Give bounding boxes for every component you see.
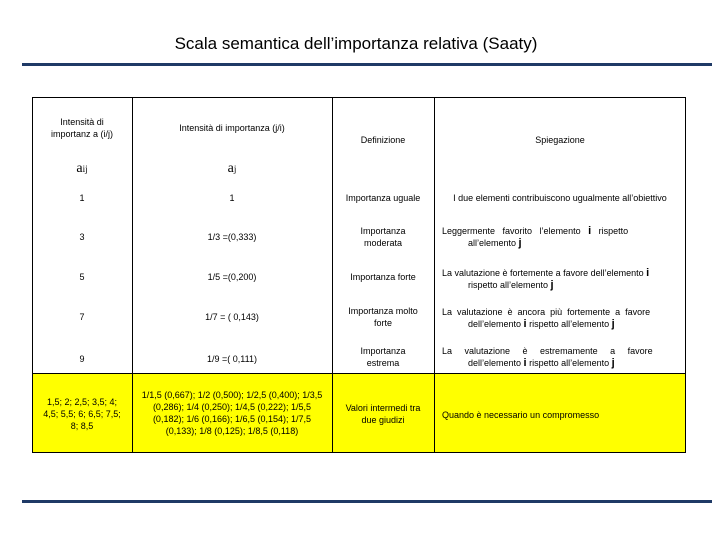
- saaty-scale-table: [32, 97, 686, 453]
- symbol-aij-base: a: [76, 161, 83, 176]
- table-row-1-definition: Importanza uguale: [345, 193, 421, 203]
- explanation-symbol-j: j: [550, 279, 554, 291]
- explanation-symbol-j: j: [518, 237, 522, 249]
- explanation-text: La valutazione è estremamente a favore: [442, 346, 653, 356]
- symbol-aj: [132, 157, 332, 181]
- symbol-aij-sub: ij: [82, 164, 88, 174]
- explanation-text: La valutazione è fortemente a favore dell’elemento: [442, 268, 647, 278]
- header-explanation: Spiegazione: [535, 135, 585, 145]
- explanation-symbol-j: j: [611, 318, 615, 330]
- explanation-text: all’elemento: [468, 238, 519, 248]
- explanation-text: rispetto all’elemento: [468, 280, 551, 290]
- table-row-5-definition: Importanza estrema: [360, 346, 406, 368]
- table-row-1-ji: 1: [229, 193, 235, 203]
- table-row-4-explanation: [434, 302, 686, 334]
- explanation-symbol-i: i: [646, 267, 650, 279]
- table-row-1-ij: 1: [79, 193, 85, 203]
- table-row-3-definition: Importanza forte: [350, 272, 416, 282]
- table-row-2-definition: Importanza moderata: [360, 226, 406, 248]
- explanation-text: La valutazione è ancora più fortemente a favore: [442, 307, 651, 317]
- explanation-text: rispetto all’elemento: [526, 319, 612, 329]
- header-intensity-ji: Intensità di importanza (j/i): [179, 123, 285, 133]
- table-row-5-ji: 1/9 =( 0,111): [207, 354, 257, 364]
- table-row-4-definition: Importanza molto forte: [348, 306, 418, 328]
- explanation-text: rispetto: [591, 226, 629, 236]
- table-row-4-ij: 7: [79, 312, 85, 322]
- explanation-symbol-j: j: [611, 357, 615, 369]
- bottom-divider: [22, 500, 712, 503]
- table-row-1-explanation: I due elementi contribuiscono ugualmente all’obiettivo: [453, 193, 667, 203]
- explanation-symbol-i: i: [588, 225, 592, 237]
- table-row-2-explanation: [434, 221, 686, 253]
- symbol-aij: [32, 157, 132, 181]
- symbol-aj-sub: j: [233, 164, 237, 174]
- header-intensity-ij: Intensità di importanz a (i/j): [50, 117, 113, 139]
- explanation-symbol-i: i: [523, 318, 527, 330]
- header-definition: Definizione: [360, 135, 406, 145]
- table-row-3-explanation: [434, 263, 686, 295]
- table-row-2-ij: 3: [79, 232, 85, 242]
- table-row-6-explanation: Quando è necessario un compromesso: [442, 410, 600, 420]
- page-title: Scala semantica dell’importanza relativa (Saaty): [174, 34, 538, 53]
- explanation-text: dell’elemento: [468, 319, 524, 329]
- table-row-5-explanation: [434, 342, 686, 372]
- table-row-3-ij: 5: [79, 272, 85, 282]
- table-row-3-ji: 1/5 =(0,200): [207, 272, 257, 282]
- table-row-4-ji: 1/7 = ( 0,143): [205, 312, 259, 322]
- table-row-6-definition: Valori intermedi tra due giudizi: [345, 403, 421, 425]
- table-row-6-ji: 1/1,5 (0,667); 1/2 (0,500); 1/2,5 (0,400); 1/3,5 (0,286); 1/4 (0,250); 1/4,5 (0,222); 1/5,5 (0,182); 1/6 (0,166); 1/6,5 (0,154); 1/7,5 (0,133); 1/8 (0,125); 1/8,5 (0,118): [141, 390, 323, 436]
- table-row-5-ij: 9: [79, 354, 85, 364]
- explanation-text: dell’elemento: [468, 358, 524, 368]
- explanation-text: Leggermente favorito l’elemento: [442, 226, 589, 236]
- explanation-symbol-i: i: [523, 357, 527, 369]
- table-row-2-ji: 1/3 =(0,333): [207, 232, 257, 242]
- table-row-6-ij: 1,5; 2; 2,5; 3,5; 4; 4,5; 5,5; 6; 6,5; 7,5; 8; 8,5: [43, 397, 121, 431]
- top-divider: [22, 63, 712, 66]
- explanation-text: rispetto all’elemento: [526, 358, 612, 368]
- symbol-aj-base: a: [227, 161, 234, 176]
